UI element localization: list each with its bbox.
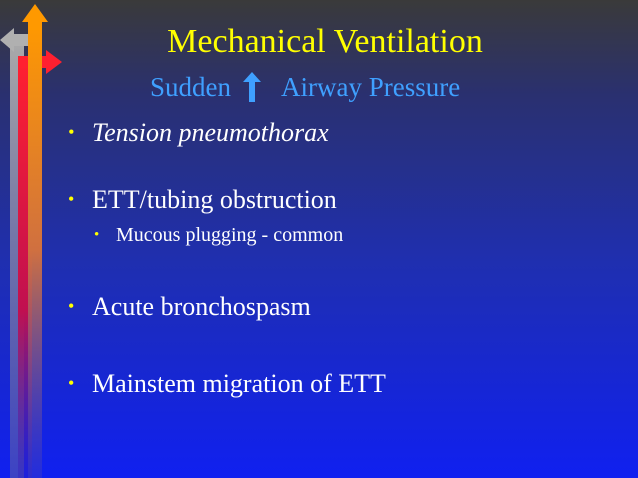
slide-title: Mechanical Ventilation (167, 23, 483, 60)
bullet-item (68, 116, 329, 149)
decorative-arrows-icon (0, 0, 70, 478)
up-arrow-icon (241, 70, 263, 104)
bullet-text: Mainstem migration of ETT (92, 369, 386, 398)
bullet-text: Acute bronchospasm (92, 292, 311, 321)
subtitle-prefix: Sudden (150, 72, 231, 102)
bullet-marker: • (94, 227, 100, 243)
bullet-marker: • (68, 189, 75, 209)
bullet-marker: • (68, 296, 75, 316)
slide-subtitle (150, 70, 460, 104)
subtitle-suffix: Airway Pressure (281, 72, 461, 102)
bullet-item (68, 183, 337, 216)
bullet-marker: • (68, 122, 75, 142)
bullet-text: ETT/tubing obstruction (92, 185, 337, 214)
bullet-text: Mucous plugging - common (116, 224, 344, 246)
bullet-text: Tension pneumothorax (92, 118, 329, 147)
bullet-item (68, 290, 311, 323)
bullet-item (68, 367, 386, 400)
sub-bullet-item (94, 222, 343, 248)
bullet-marker: • (68, 373, 75, 393)
